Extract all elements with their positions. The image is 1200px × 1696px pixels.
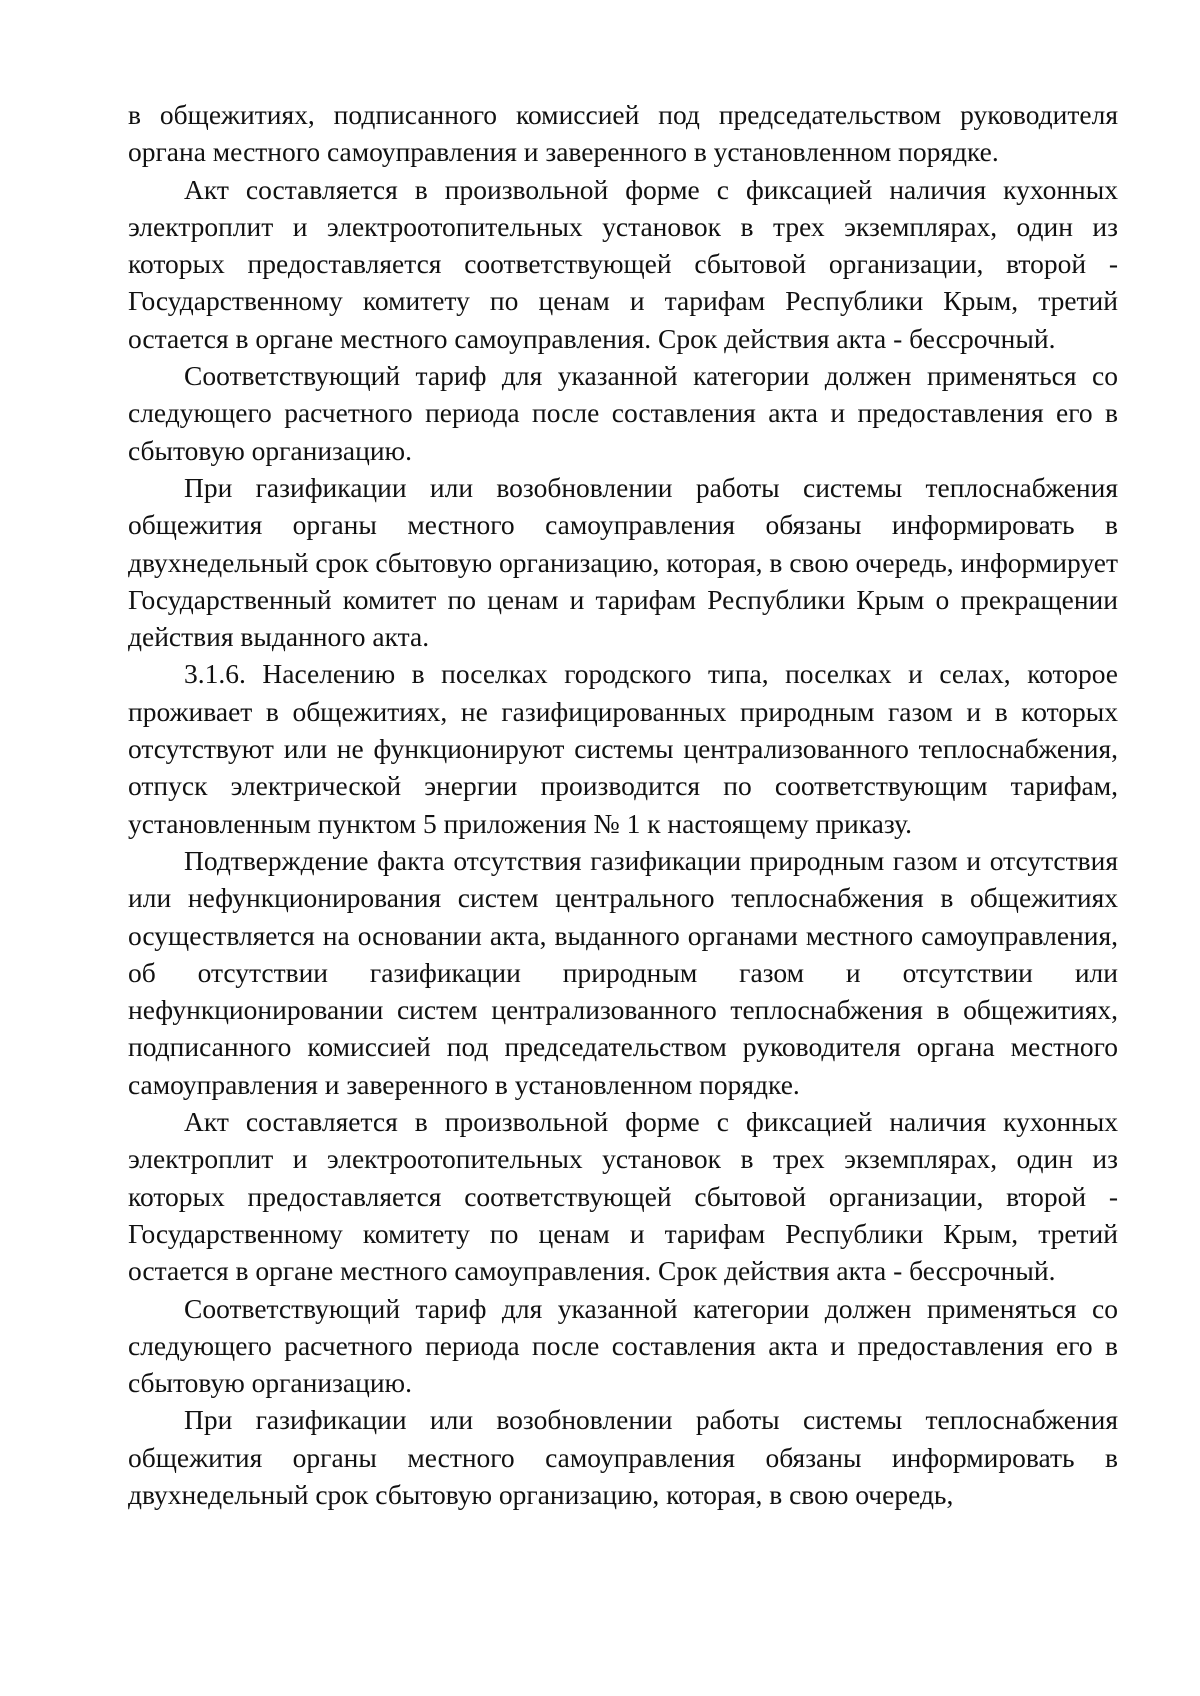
paragraph-section-3-1-6: 3.1.6. Населению в поселках городского типа, поселках и селах, которое проживает в общежитиях, не газифицированных природным газом и в которых отсутствуют или не функционируют системы централизованного теплоснабжения, отпуск электрической энергии производится по соответствующим тарифам, установленным пунктом 5 приложения № 1 к настоящему приказу. xyxy=(128,658,1118,839)
paragraph-gasification-notice-2: При газификации или возобновлении работы системы теплоснабжения общежития органы местного самоуправления обязаны информировать в двухнедельный срок сбытовую организацию, которая, в свою очередь, xyxy=(128,1404,1118,1510)
paragraph-continuation: в общежитиях, подписанного комиссией под председательством руководителя органа местного самоуправления и заверенного в установленном порядке. xyxy=(128,99,1118,168)
paragraph-act-form: Акт составляется в произвольной форме с фиксацией наличия кухонных электроплит и электроотопительных установок в трех экземплярах, один из которых предоставляется соответствующей сбытовой организации, второй - Государственному комитету по ценам и тарифам Республики Крым, третий остается в органе местного самоуправления. Срок действия акта - бессрочный. xyxy=(128,173,1118,354)
paragraph-confirmation: Подтверждение факта отсутствия газификации природным газом и отсутствия или нефункционирования систем центрального теплоснабжения в общежитиях осуществляется на основании акта, выданного органами местного самоуправления, об отсутствии газификации природным газом и отсутствии или нефункционировании систем централизованного теплоснабжения в общежитиях, подписанного комиссией под председательством руководителя органа местного самоуправления и заверенного в установленном порядке. xyxy=(128,844,1118,1100)
paragraph-gasification-notice: При газификации или возобновлении работы системы теплоснабжения общежития органы местного самоуправления обязаны информировать в двухнедельный срок сбытовую организацию, которая, в свою очередь, информирует Государственный комитет по ценам и тарифам Республики Крым о прекращении действия выданного акта. xyxy=(128,471,1118,653)
document-body xyxy=(128,96,1118,1513)
paragraph-act-form-2: Акт составляется в произвольной форме с фиксацией наличия кухонных электроплит и электроотопительных установок в трех экземплярах, один из которых предоставляется соответствующей сбытовой организации, второй - Государственному комитету по ценам и тарифам Республики Крым, третий остается в органе местного самоуправления. Срок действия акта - бессрочный. xyxy=(128,1106,1118,1287)
paragraph-tariff-application: Соответствующий тариф для указанной категории должен применяться со следующего расчетного периода после составления акта и предоставления его в сбытовую организацию. xyxy=(128,360,1118,466)
paragraph-tariff-application-2: Соответствующий тариф для указанной категории должен применяться со следующего расчетного периода после составления акта и предоставления его в сбытовую организацию. xyxy=(128,1292,1118,1399)
